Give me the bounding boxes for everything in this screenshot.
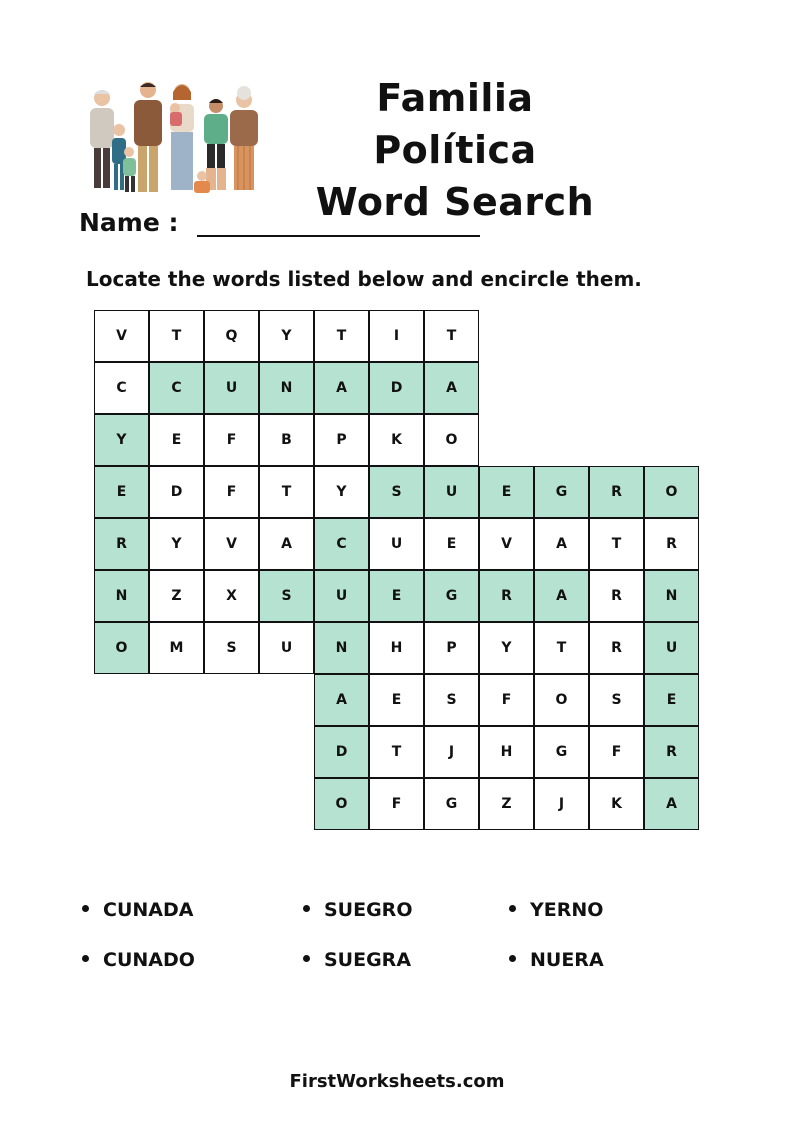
grid-cell[interactable]: E xyxy=(94,466,149,518)
grid-cell[interactable]: E xyxy=(369,570,424,622)
grid-cell[interactable]: T xyxy=(259,466,314,518)
grid-cell[interactable]: S xyxy=(259,570,314,622)
grid-cell[interactable]: P xyxy=(314,414,369,466)
bullet-icon xyxy=(509,905,516,912)
bullet-icon xyxy=(82,905,89,912)
grid-cell[interactable]: F xyxy=(589,726,644,778)
grid-cell[interactable]: D xyxy=(314,726,369,778)
grid-cell[interactable]: V xyxy=(94,310,149,362)
grid-cell[interactable]: E xyxy=(424,518,479,570)
word-list-item xyxy=(303,949,411,971)
grid-cell[interactable]: K xyxy=(369,414,424,466)
grid-cell[interactable]: H xyxy=(479,726,534,778)
word-label: YERNO xyxy=(530,899,604,921)
grid-cell[interactable]: R xyxy=(644,518,699,570)
grid-cell[interactable]: U xyxy=(204,362,259,414)
grid-cell[interactable]: J xyxy=(534,778,589,830)
name-label: Name : xyxy=(79,208,179,237)
grid-cell[interactable]: F xyxy=(204,466,259,518)
grid-cell[interactable]: F xyxy=(204,414,259,466)
grid-cell[interactable]: I xyxy=(369,310,424,362)
grid-cell[interactable]: T xyxy=(589,518,644,570)
grid-cell[interactable]: S xyxy=(369,466,424,518)
grid-cell[interactable]: Y xyxy=(149,518,204,570)
grid-cell[interactable]: A xyxy=(534,570,589,622)
word-label: CUNADA xyxy=(103,899,194,921)
grid-cell[interactable]: A xyxy=(314,674,369,726)
grid-cell[interactable]: R xyxy=(589,466,644,518)
grid-cell[interactable]: G xyxy=(534,726,589,778)
grid-cell[interactable]: Y xyxy=(259,310,314,362)
grid-cell[interactable]: R xyxy=(94,518,149,570)
grid-cell[interactable]: G xyxy=(424,570,479,622)
grid-cell[interactable]: U xyxy=(424,466,479,518)
word-list-item xyxy=(509,949,604,971)
grid-cell[interactable]: U xyxy=(314,570,369,622)
grid-cell[interactable]: U xyxy=(259,622,314,674)
grid-cell[interactable]: B xyxy=(259,414,314,466)
grid-cell[interactable]: D xyxy=(149,466,204,518)
grid-cell[interactable]: K xyxy=(589,778,644,830)
grid-cell[interactable]: C xyxy=(94,362,149,414)
grid-cell[interactable]: E xyxy=(479,466,534,518)
grid-cell[interactable]: N xyxy=(644,570,699,622)
grid-cell[interactable]: R xyxy=(479,570,534,622)
grid-cell[interactable]: G xyxy=(534,466,589,518)
grid-cell[interactable]: S xyxy=(589,674,644,726)
name-row xyxy=(79,208,480,237)
bullet-icon xyxy=(509,955,516,962)
bullet-icon xyxy=(303,905,310,912)
instructions: Locate the words listed below and encircle them. xyxy=(86,267,642,291)
family-illustration xyxy=(78,78,270,204)
grid-cell[interactable]: A xyxy=(534,518,589,570)
grid-cell[interactable]: V xyxy=(479,518,534,570)
grid-cell[interactable]: A xyxy=(424,362,479,414)
word-list-item xyxy=(82,949,195,971)
grid-cell[interactable]: O xyxy=(424,414,479,466)
grid-cell[interactable]: Y xyxy=(314,466,369,518)
grid-cell[interactable]: T xyxy=(314,310,369,362)
title-line-1: Familia Política xyxy=(373,76,537,172)
grid-cell[interactable]: T xyxy=(369,726,424,778)
grid-cell[interactable]: X xyxy=(204,570,259,622)
grid-cell[interactable]: D xyxy=(369,362,424,414)
grid-cell[interactable]: Y xyxy=(479,622,534,674)
grid-cell[interactable]: E xyxy=(149,414,204,466)
grid-cell[interactable]: P xyxy=(424,622,479,674)
grid-cell[interactable]: F xyxy=(369,778,424,830)
grid-cell[interactable]: M xyxy=(149,622,204,674)
grid-cell[interactable]: C xyxy=(314,518,369,570)
grid-cell[interactable]: O xyxy=(314,778,369,830)
grid-cell[interactable]: Q xyxy=(204,310,259,362)
name-blank-line[interactable] xyxy=(197,209,480,237)
grid-cell[interactable]: T xyxy=(534,622,589,674)
grid-cell[interactable]: Z xyxy=(149,570,204,622)
grid-cell[interactable]: O xyxy=(644,466,699,518)
bullet-icon xyxy=(82,955,89,962)
grid-cell[interactable]: A xyxy=(644,778,699,830)
grid-cell[interactable]: H xyxy=(369,622,424,674)
grid-cell[interactable]: Z xyxy=(479,778,534,830)
grid-cell[interactable]: S xyxy=(204,622,259,674)
page-title xyxy=(290,72,620,228)
grid-cell[interactable]: J xyxy=(424,726,479,778)
grid-cell[interactable]: Y xyxy=(94,414,149,466)
word-list-item xyxy=(509,899,603,921)
title-line-2: Word Search xyxy=(315,180,595,224)
grid-cell[interactable]: R xyxy=(589,622,644,674)
footer-brand: FirstWorksheets.com xyxy=(289,1071,505,1092)
grid-cell[interactable]: G xyxy=(424,778,479,830)
grid-cell[interactable]: A xyxy=(314,362,369,414)
word-list-item xyxy=(82,899,193,921)
grid-cell[interactable]: T xyxy=(149,310,204,362)
grid-cell[interactable]: N xyxy=(314,622,369,674)
grid-cell[interactable]: N xyxy=(94,570,149,622)
bullet-icon xyxy=(303,955,310,962)
grid-cell[interactable]: C xyxy=(149,362,204,414)
grid-cell[interactable]: U xyxy=(644,622,699,674)
word-label: CUNADO xyxy=(103,949,195,971)
grid-cell[interactable]: N xyxy=(259,362,314,414)
word-label: SUEGRA xyxy=(324,949,412,971)
grid-cell[interactable]: E xyxy=(644,674,699,726)
grid-cell[interactable]: V xyxy=(204,518,259,570)
grid-cell[interactable]: S xyxy=(424,674,479,726)
grid-cell[interactable]: R xyxy=(644,726,699,778)
grid-cell[interactable]: U xyxy=(369,518,424,570)
grid-cell[interactable]: O xyxy=(534,674,589,726)
word-label: NUERA xyxy=(530,949,604,971)
grid-cell[interactable]: E xyxy=(369,674,424,726)
grid-cell[interactable]: T xyxy=(424,310,479,362)
grid-cell[interactable]: O xyxy=(94,622,149,674)
grid-cell[interactable]: F xyxy=(479,674,534,726)
word-list-item xyxy=(303,899,412,921)
word-label: SUEGRO xyxy=(324,899,413,921)
grid-cell[interactable]: A xyxy=(259,518,314,570)
grid-cell[interactable]: R xyxy=(589,570,644,622)
